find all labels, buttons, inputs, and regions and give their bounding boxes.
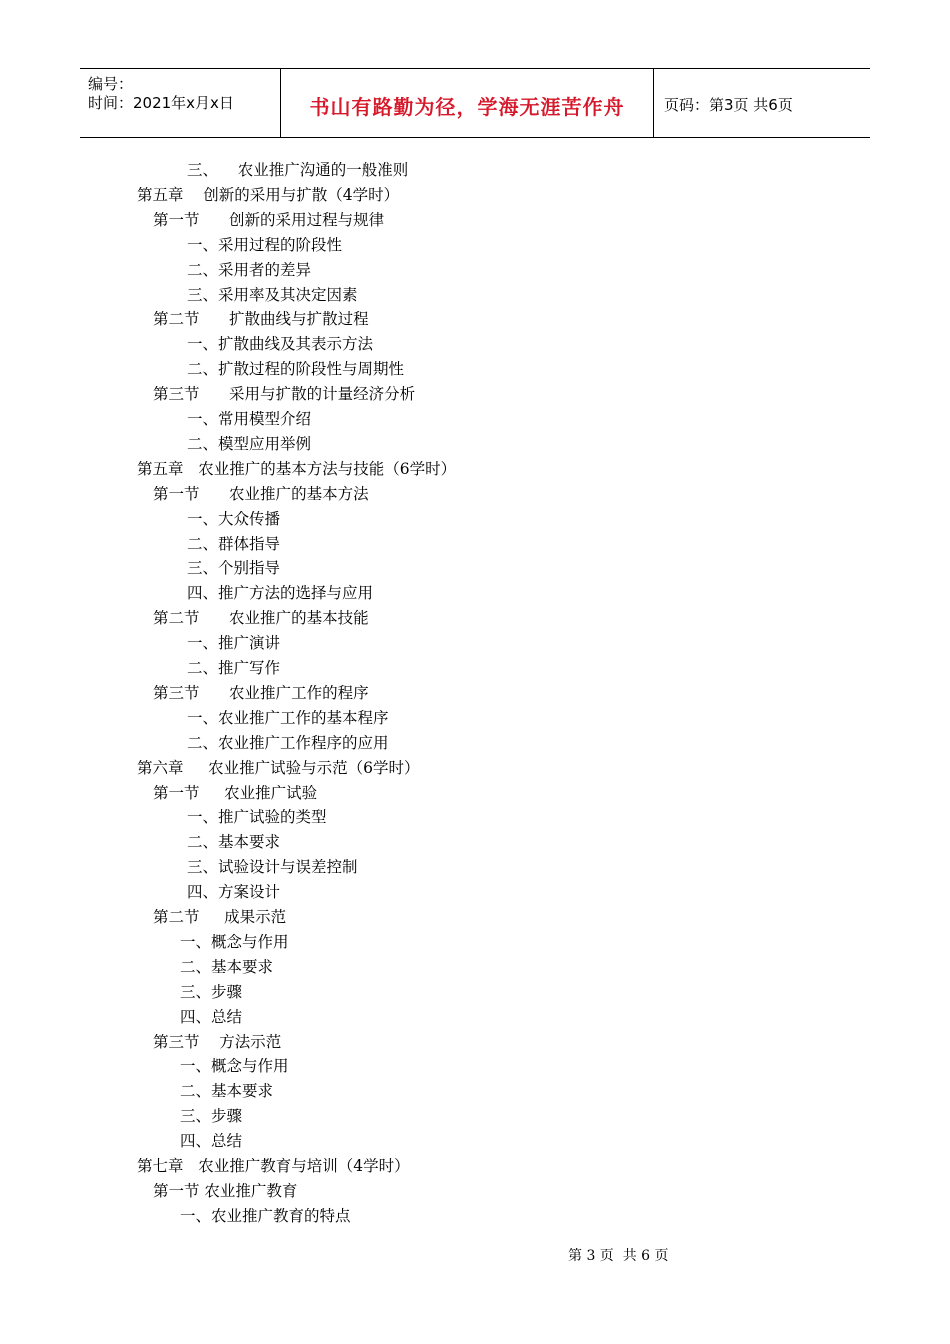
document-time-label: 时间：2021年x月x日 bbox=[88, 94, 234, 112]
toc-section-line: 第二节 农业推广的基本技能 bbox=[153, 609, 369, 628]
toc-item-a-line: 二、模型应用举例 bbox=[187, 434, 312, 453]
toc-item-b-line: 四、总结 bbox=[180, 1132, 243, 1151]
toc-item-a-line: 三、个别指导 bbox=[187, 559, 281, 578]
toc-section-line: 第二节 成果示范 bbox=[153, 908, 287, 926]
toc-item-a-line: 三、采用率及其决定因素 bbox=[187, 285, 358, 304]
toc-section-line: 第一节 农业推广试验 bbox=[153, 783, 318, 802]
document-number-label: 编号： bbox=[88, 75, 134, 93]
toc-item-a-line: 一、扩散曲线及其表示方法 bbox=[187, 335, 374, 354]
toc-chapter-line: 第六章 农业推广试验与示范（6学时） bbox=[137, 758, 420, 777]
toc-chapter-line: 第五章 农业推广的基本方法与技能（6学时） bbox=[137, 459, 457, 478]
toc-item-b-line: 二、基本要求 bbox=[180, 1082, 274, 1101]
header-page-code: 页码：第3页 共6页 bbox=[664, 96, 793, 114]
toc-item-a-line: 二、群体指导 bbox=[187, 534, 281, 553]
toc-item-a-line: 一、农业推广工作的基本程序 bbox=[187, 708, 389, 727]
toc-item-a-line: 二、推广写作 bbox=[187, 659, 281, 677]
toc-item-a-line: 一、推广演讲 bbox=[187, 634, 281, 653]
toc-item-a-line: 二、扩散过程的阶段性与周期性 bbox=[187, 360, 405, 379]
toc-item-a-line: 三、 农业推广沟通的一般准则 bbox=[187, 161, 409, 179]
toc-item-a-line: 一、常用模型介绍 bbox=[187, 410, 312, 428]
toc-item-a-line: 一、推广试验的类型 bbox=[187, 808, 327, 827]
toc-item-a-line: 二、基本要求 bbox=[187, 833, 281, 852]
toc-chapter-line: 第五章 创新的采用与扩散（4学时） bbox=[137, 185, 400, 204]
toc-section-line: 第三节 农业推广工作的程序 bbox=[153, 683, 369, 702]
toc-section-line: 第三节 方法示范 bbox=[153, 1032, 282, 1051]
toc-item-b-line: 一、概念与作用 bbox=[180, 1057, 289, 1076]
toc-item-a-line: 三、试验设计与误差控制 bbox=[187, 858, 358, 877]
toc-section-line: 第一节 创新的采用过程与规律 bbox=[153, 210, 385, 229]
toc-section-line: 第一节 农业推广的基本方法 bbox=[153, 484, 369, 503]
page-footer: 第 3 页 共 6 页 bbox=[568, 1248, 669, 1264]
toc-item-a-line: 二、采用者的差异 bbox=[187, 260, 312, 279]
toc-chapter-line: 第七章 农业推广教育与培训（4学时） bbox=[137, 1157, 410, 1175]
page-header bbox=[80, 68, 870, 138]
toc-item-b-line: 四、总结 bbox=[180, 1007, 243, 1026]
toc-item-a-line: 一、大众传播 bbox=[187, 509, 281, 528]
toc-item-a-line: 四、方案设计 bbox=[187, 883, 281, 902]
toc-item-a-line: 二、农业推广工作程序的应用 bbox=[187, 733, 389, 752]
toc-item-b-line: 三、步骤 bbox=[180, 1107, 243, 1126]
toc-section-line: 第二节 扩散曲线与扩散过程 bbox=[153, 310, 369, 329]
toc-section-line: 第一节 农业推广教育 bbox=[153, 1181, 298, 1200]
header-motto: 书山有路勤为径，学海无涯苦作舟 bbox=[309, 95, 625, 119]
toc-item-b-line: 一、农业推广教育的特点 bbox=[180, 1206, 351, 1225]
toc-item-a-line: 一、采用过程的阶段性 bbox=[187, 235, 343, 254]
toc-item-b-line: 三、步骤 bbox=[180, 982, 243, 1001]
header-info-cell bbox=[80, 69, 281, 137]
header-page-cell bbox=[654, 69, 870, 137]
toc-item-b-line: 二、基本要求 bbox=[180, 957, 274, 976]
toc-item-b-line: 一、概念与作用 bbox=[180, 932, 289, 951]
toc-section-line: 第三节 采用与扩散的计量经济分析 bbox=[153, 385, 416, 404]
toc-item-a-line: 四、推广方法的选择与应用 bbox=[187, 584, 374, 603]
header-motto-cell bbox=[281, 69, 654, 137]
